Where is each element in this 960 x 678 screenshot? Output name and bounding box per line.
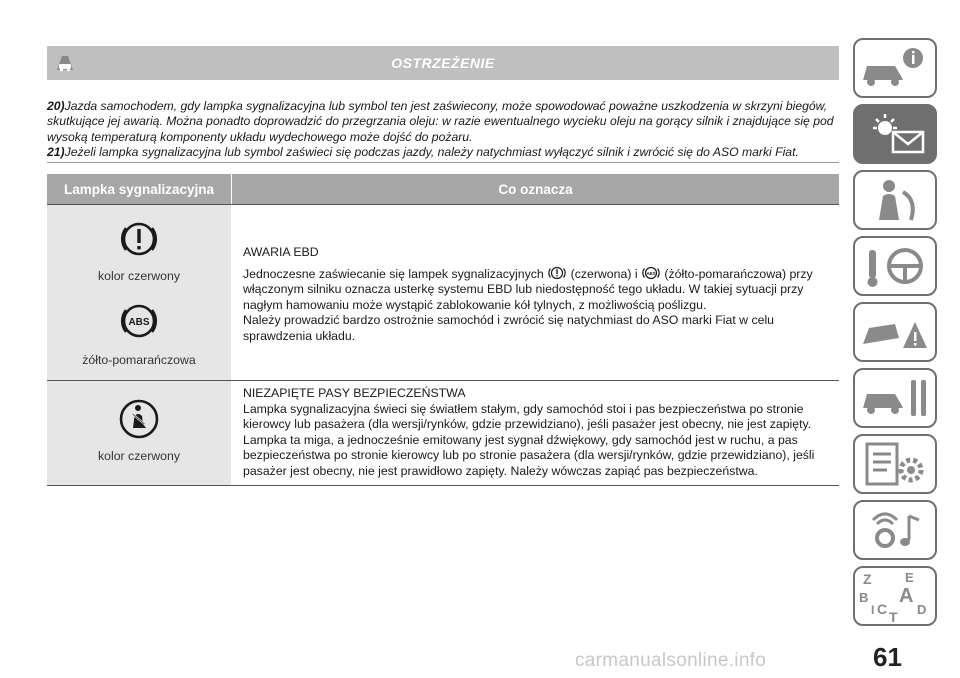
car-service-tools-icon <box>855 370 935 426</box>
car-crash-icon <box>855 304 935 360</box>
watermark: carmanualsonline.info <box>575 650 767 671</box>
table-row <box>47 381 839 486</box>
lamp-cell <box>47 205 231 380</box>
abs-icon <box>117 299 161 343</box>
warning-item-text: Jazda samochodem, gdy lampka sygnalizacyjna lub symbol ten jest zaświecony, może spowodować poważne uszkodzenia w skrzyni biegów, skutkujące jej awarią. Można ponadto doprowadzić do przegrzania oleju: w razie ewentualnego wycieku oleju na gorący silnik i znajdujące się pod wysoką temperaturą komponenty układu wydechowego może dojść do pożaru. <box>47 99 834 144</box>
index-letter: D <box>917 602 927 617</box>
table-row <box>47 205 839 381</box>
meaning-title: NIEZAPIĘTE PASY BEZPIECZEŃSTWA <box>243 386 466 400</box>
meaning-cell <box>231 205 839 380</box>
warning-lights-table <box>47 174 839 486</box>
chapter-tab-safety[interactable] <box>853 170 937 230</box>
chapter-tab-emergency[interactable] <box>853 302 937 362</box>
warning-header <box>47 46 839 80</box>
meaning-text: Należy prowadzić bardzo ostrożnie samochód i zwrócić się natychmiast do ASO marki Fiat w celu sprawdzenia układu. <box>243 313 775 343</box>
safety-passenger-icon <box>855 172 935 228</box>
car-info-icon <box>855 40 935 96</box>
multimedia-icon <box>855 502 935 558</box>
brake-warning-icon <box>547 266 567 280</box>
key-steering-icon <box>855 238 935 294</box>
svg-text:ABS: ABS <box>128 317 150 328</box>
chapter-tab-warning-lights[interactable] <box>853 104 937 164</box>
column-header-meaning: Co oznacza <box>231 174 839 204</box>
warning-item-number: 21) <box>47 145 65 160</box>
index-letters-icon <box>855 568 935 624</box>
abs-icon <box>641 266 661 280</box>
seatbelt-icon <box>117 397 161 441</box>
lamp-color-label: kolor czerwony <box>97 269 180 283</box>
divider <box>47 162 839 163</box>
brake-warning-icon <box>117 217 161 261</box>
index-letter: I <box>871 603 875 617</box>
index-letter: C <box>877 601 888 617</box>
specifications-gear-icon <box>855 436 935 492</box>
warning-item <box>47 99 839 145</box>
index-letter: E <box>905 570 914 585</box>
table-header <box>47 174 839 205</box>
lamp-color-label: żółto-pomarańczowa <box>82 353 196 367</box>
column-header-lamp: Lampka sygnalizacyjna <box>63 181 215 197</box>
index-letter: Z <box>863 571 872 587</box>
meaning-text-part: Jednoczesne zaświecanie się lampek sygnalizacyjnych <box>243 266 544 281</box>
meaning-cell <box>231 381 839 485</box>
warning-item-text: Jeżeli lampka sygnalizacyjna lub symbol zaświeci się podczas jazdy, należy natychmiast wyłączyć silnik i zwrócić się do ASO marki Fiat. <box>64 145 799 160</box>
chapter-tab-technical-data[interactable] <box>853 434 937 494</box>
meaning-title: AWARIA EBD <box>243 245 319 259</box>
index-letter: A <box>899 585 914 607</box>
chapter-tab-index[interactable] <box>853 566 937 626</box>
index-letter: T <box>889 609 898 624</box>
chapter-tab-service[interactable] <box>853 368 937 428</box>
meaning-text-part: (żółto-pomarańczowa) przy włączonym silniku oznacza usterkę systemu EBD lub niedostępność tego układu. W takiej sytuacji przy nagłym hamowaniu może wystąpić zablokowanie kół tylnych, z możliwością poślizgu. <box>243 266 813 312</box>
index-letter: B <box>859 590 869 605</box>
chapter-tab-starting-driving[interactable] <box>853 236 937 296</box>
warning-light-message-icon <box>855 106 935 162</box>
warning-title: OSTRZEŻENIE <box>391 55 495 71</box>
lamp-color-label: kolor czerwony <box>97 449 180 463</box>
lamp-cell <box>47 381 231 485</box>
chapter-tab-car-info[interactable] <box>853 38 937 98</box>
warning-text <box>47 99 839 161</box>
warning-item <box>47 145 839 160</box>
meaning-text <box>243 266 819 314</box>
chapter-tab-multimedia[interactable] <box>853 500 937 560</box>
warning-item-number: 20) <box>47 99 65 113</box>
meaning-text-part: (czerwona) i <box>570 266 638 281</box>
meaning-text: Lampka sygnalizacyjna świeci się światłem stałym, gdy samochód stoi i pas bezpieczeństwa po stronie kierowcy lub pasażera (dla wersji/rynków, gdzie przewidziano), jeśli pasażer jest obecny, nie jest zapięty. Lampka ta miga, a jednocześnie emitowany jest sygnał dźwiękowy, gdy samochód jest w ruchu, a pas bezpieczeństwa po stronie kierowcy lub po stronie pasażera (dla wersji/rynków, gdzie przewidziano), jeśli pasażer jest obecny, nie jest prawidłowo zapięty. Należy wówczas zapiąć pas bezpieczeństwa. <box>243 401 815 478</box>
svg-text:ABS: ABS <box>646 270 656 276</box>
page-number: 61 <box>873 642 902 672</box>
